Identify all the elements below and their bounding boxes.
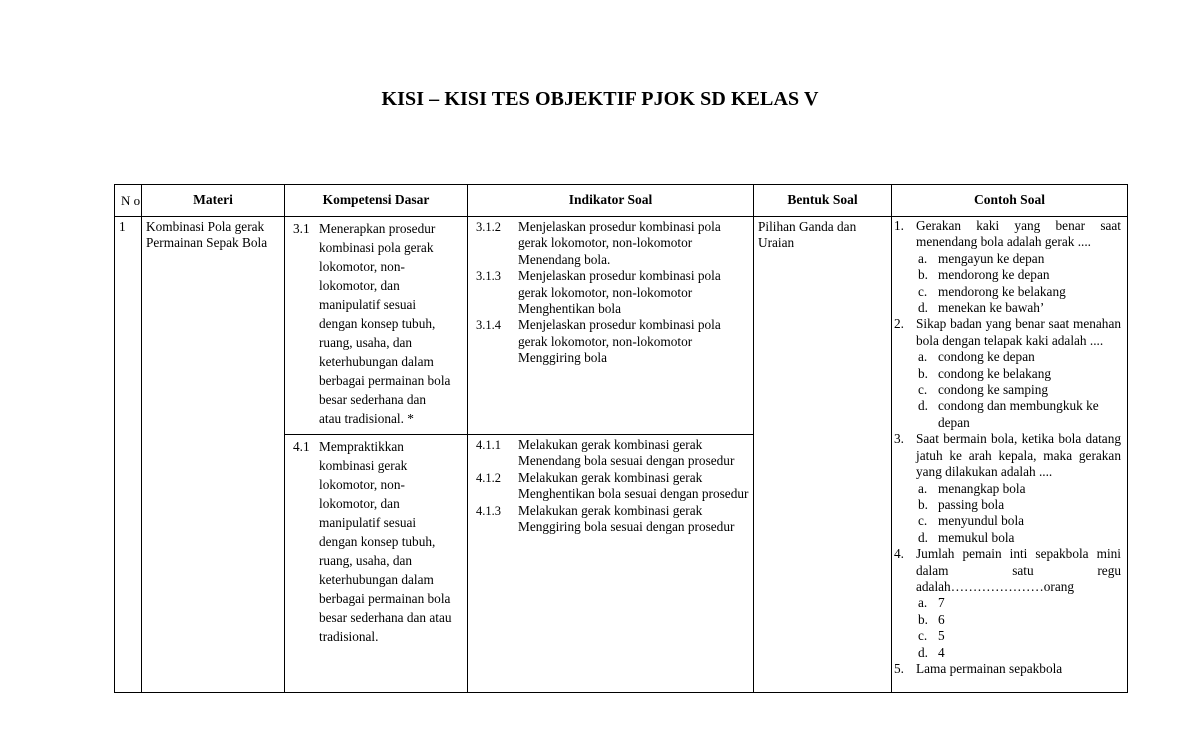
indikator-item xyxy=(476,503,749,536)
kd-number: 3.1 xyxy=(293,221,310,236)
cell-bentuk xyxy=(754,217,892,693)
header-indikator: Indikator Soal xyxy=(468,185,754,217)
indikator-item xyxy=(476,317,749,366)
option-text: condong ke depan xyxy=(938,349,1035,365)
answer-option xyxy=(894,530,1121,546)
cell-indikator-4 xyxy=(468,435,754,693)
answer-option xyxy=(894,645,1121,661)
kd-text: Mempraktikkan kombinasi gerak lokomotor, non- lokomotor, dan manipulatif sesuai dengan konsep tubuh, ruang, usaha, dan keterhubungan dalam berbagai permainan bola besar sederhana dan atau tradisional. xyxy=(319,439,452,644)
indikator-text: Menjelaskan prosedur kombinasi pola gerak lokomotor, non-lokomotor Menggiring bola xyxy=(518,317,721,366)
indikator-number: 4.1.2 xyxy=(476,470,501,485)
answer-option xyxy=(894,398,1121,431)
cell-kd-3-1 xyxy=(285,217,468,435)
header-kompetensi: Kompetensi Dasar xyxy=(285,185,468,217)
materi-text: Kombinasi Pola gerak Permainan Sepak Bola xyxy=(146,219,268,251)
kisi-table xyxy=(114,184,1128,693)
question-text: Sikap badan yang benar saat menahan bola dengan telapak kaki adalah .... xyxy=(916,316,1121,348)
option-letter: b. xyxy=(918,611,928,627)
answer-option xyxy=(894,497,1121,513)
option-text: condong ke samping xyxy=(938,382,1049,398)
bentuk-text: Pilihan Ganda dan Uraian xyxy=(758,219,857,251)
header-no: N o xyxy=(115,185,142,217)
question-text: Gerakan kaki yang benar saat menendang bola adalah gerak .... xyxy=(916,218,1121,250)
option-letter: a. xyxy=(918,349,928,365)
option-letter: c. xyxy=(918,628,928,644)
option-text: menyundul bola xyxy=(938,513,1025,529)
option-text: condong ke belakang xyxy=(938,365,1051,381)
kd-number: 4.1 xyxy=(293,439,310,454)
answer-option xyxy=(894,267,1121,283)
indikator-number: 4.1.1 xyxy=(476,438,501,452)
cell-kd-4-1 xyxy=(285,435,468,693)
option-letter: d. xyxy=(918,529,928,545)
answer-option xyxy=(894,595,1121,611)
row-number: 1 xyxy=(119,219,126,234)
option-letter: b. xyxy=(918,365,928,381)
cell-no xyxy=(115,217,142,693)
indikator-text: Menjelaskan prosedur kombinasi pola gerak lokomotor, non-lokomotor Menendang bola. xyxy=(518,219,721,267)
option-text: 7 xyxy=(938,595,945,611)
option-letter: d. xyxy=(918,398,928,414)
indikator-item xyxy=(476,268,749,317)
cell-indikator-3 xyxy=(468,217,754,435)
answer-option xyxy=(894,300,1121,316)
question-item xyxy=(894,546,1121,595)
indikator-number: 3.1.3 xyxy=(476,269,501,284)
answer-option xyxy=(894,366,1121,382)
question-number: 2. xyxy=(894,316,904,332)
question-number: 1. xyxy=(894,218,904,233)
option-letter: c. xyxy=(918,513,928,529)
document-title: KISI – KISI TES OBJEKTIF PJOK SD KELAS V xyxy=(381,88,819,110)
indikator-number: 4.1.3 xyxy=(476,503,501,518)
question-text: Lama permainan sepakbola xyxy=(916,660,1063,676)
question-number: 3. xyxy=(894,431,904,447)
option-text: menangkap bola xyxy=(938,480,1026,496)
indikator-item xyxy=(476,470,749,503)
answer-option xyxy=(894,513,1121,529)
indikator-text: Melakukan gerak kombinasi gerak Menggiring bola sesuai dengan prosedur xyxy=(518,502,735,535)
indikator-number: 3.1.2 xyxy=(476,220,501,234)
option-letter: a. xyxy=(918,595,928,611)
header-bentuk: Bentuk Soal xyxy=(754,185,892,217)
option-text: passing bola xyxy=(938,496,1005,512)
answer-option xyxy=(894,628,1121,644)
option-letter: d. xyxy=(918,644,928,660)
option-text: 4 xyxy=(938,644,945,660)
question-item xyxy=(894,218,1121,251)
indikator-item xyxy=(476,219,749,268)
question-item xyxy=(894,661,1121,677)
option-letter: b. xyxy=(918,496,928,512)
option-text: mengayun ke depan xyxy=(938,250,1045,266)
indikator-number: 3.1.4 xyxy=(476,318,501,333)
question-text: Saat bermain bola, ketika bola datang jatuh ke arah kepala, maka gerakan yang dilakukan adalah .... xyxy=(916,431,1121,480)
question-number: 4. xyxy=(894,546,904,562)
option-letter: d. xyxy=(918,300,928,316)
option-text: menekan ke bawah’ xyxy=(938,300,1045,316)
option-letter: b. xyxy=(918,267,928,283)
cell-contoh xyxy=(892,217,1128,693)
answer-option xyxy=(894,481,1121,497)
table-row xyxy=(115,217,1128,435)
header-contoh: Contoh Soal xyxy=(892,185,1128,217)
question-item xyxy=(894,316,1121,349)
question-item xyxy=(894,431,1121,480)
option-text: mendorong ke belakang xyxy=(938,283,1066,299)
option-text: 6 xyxy=(938,611,945,627)
header-row xyxy=(115,185,1128,217)
indikator-text: Melakukan gerak kombinasi gerak Menghentikan bola sesuai dengan prosedur xyxy=(518,469,749,502)
answer-option xyxy=(894,382,1121,398)
indikator-text: Menjelaskan prosedur kombinasi pola gerak lokomotor, non-lokomotor Menghentikan bola xyxy=(518,268,721,317)
indikator-text: Melakukan gerak kombinasi gerak Menendang bola sesuai dengan prosedur xyxy=(518,437,735,469)
header-materi: Materi xyxy=(142,185,285,217)
question-number: 5. xyxy=(894,660,904,676)
answer-option xyxy=(894,284,1121,300)
option-text: 5 xyxy=(938,628,945,644)
answer-option xyxy=(894,349,1121,365)
option-letter: c. xyxy=(918,382,928,398)
question-text: Jumlah pemain inti sepakbola mini dalam satu regu adalah…………………orang xyxy=(916,546,1121,594)
option-letter: c. xyxy=(918,283,928,299)
indikator-item xyxy=(476,437,749,470)
option-text: condong dan membungkuk ke depan xyxy=(938,398,1099,430)
kd-text: Menerapkan prosedur kombinasi pola gerak lokomotor, non- lokomotor, dan manipulatif sesuai dengan konsep tubuh, ruang, usaha, dan keterhubungan dalam berbagai permainan bola besar sederhana dan atau tradisional. * xyxy=(319,221,451,426)
option-letter: a. xyxy=(918,480,928,496)
cell-materi xyxy=(142,217,285,693)
answer-option xyxy=(894,612,1121,628)
option-letter: a. xyxy=(918,250,928,266)
option-text: mendorong ke depan xyxy=(938,267,1050,283)
option-text: memukul bola xyxy=(938,529,1015,545)
answer-option xyxy=(894,251,1121,267)
